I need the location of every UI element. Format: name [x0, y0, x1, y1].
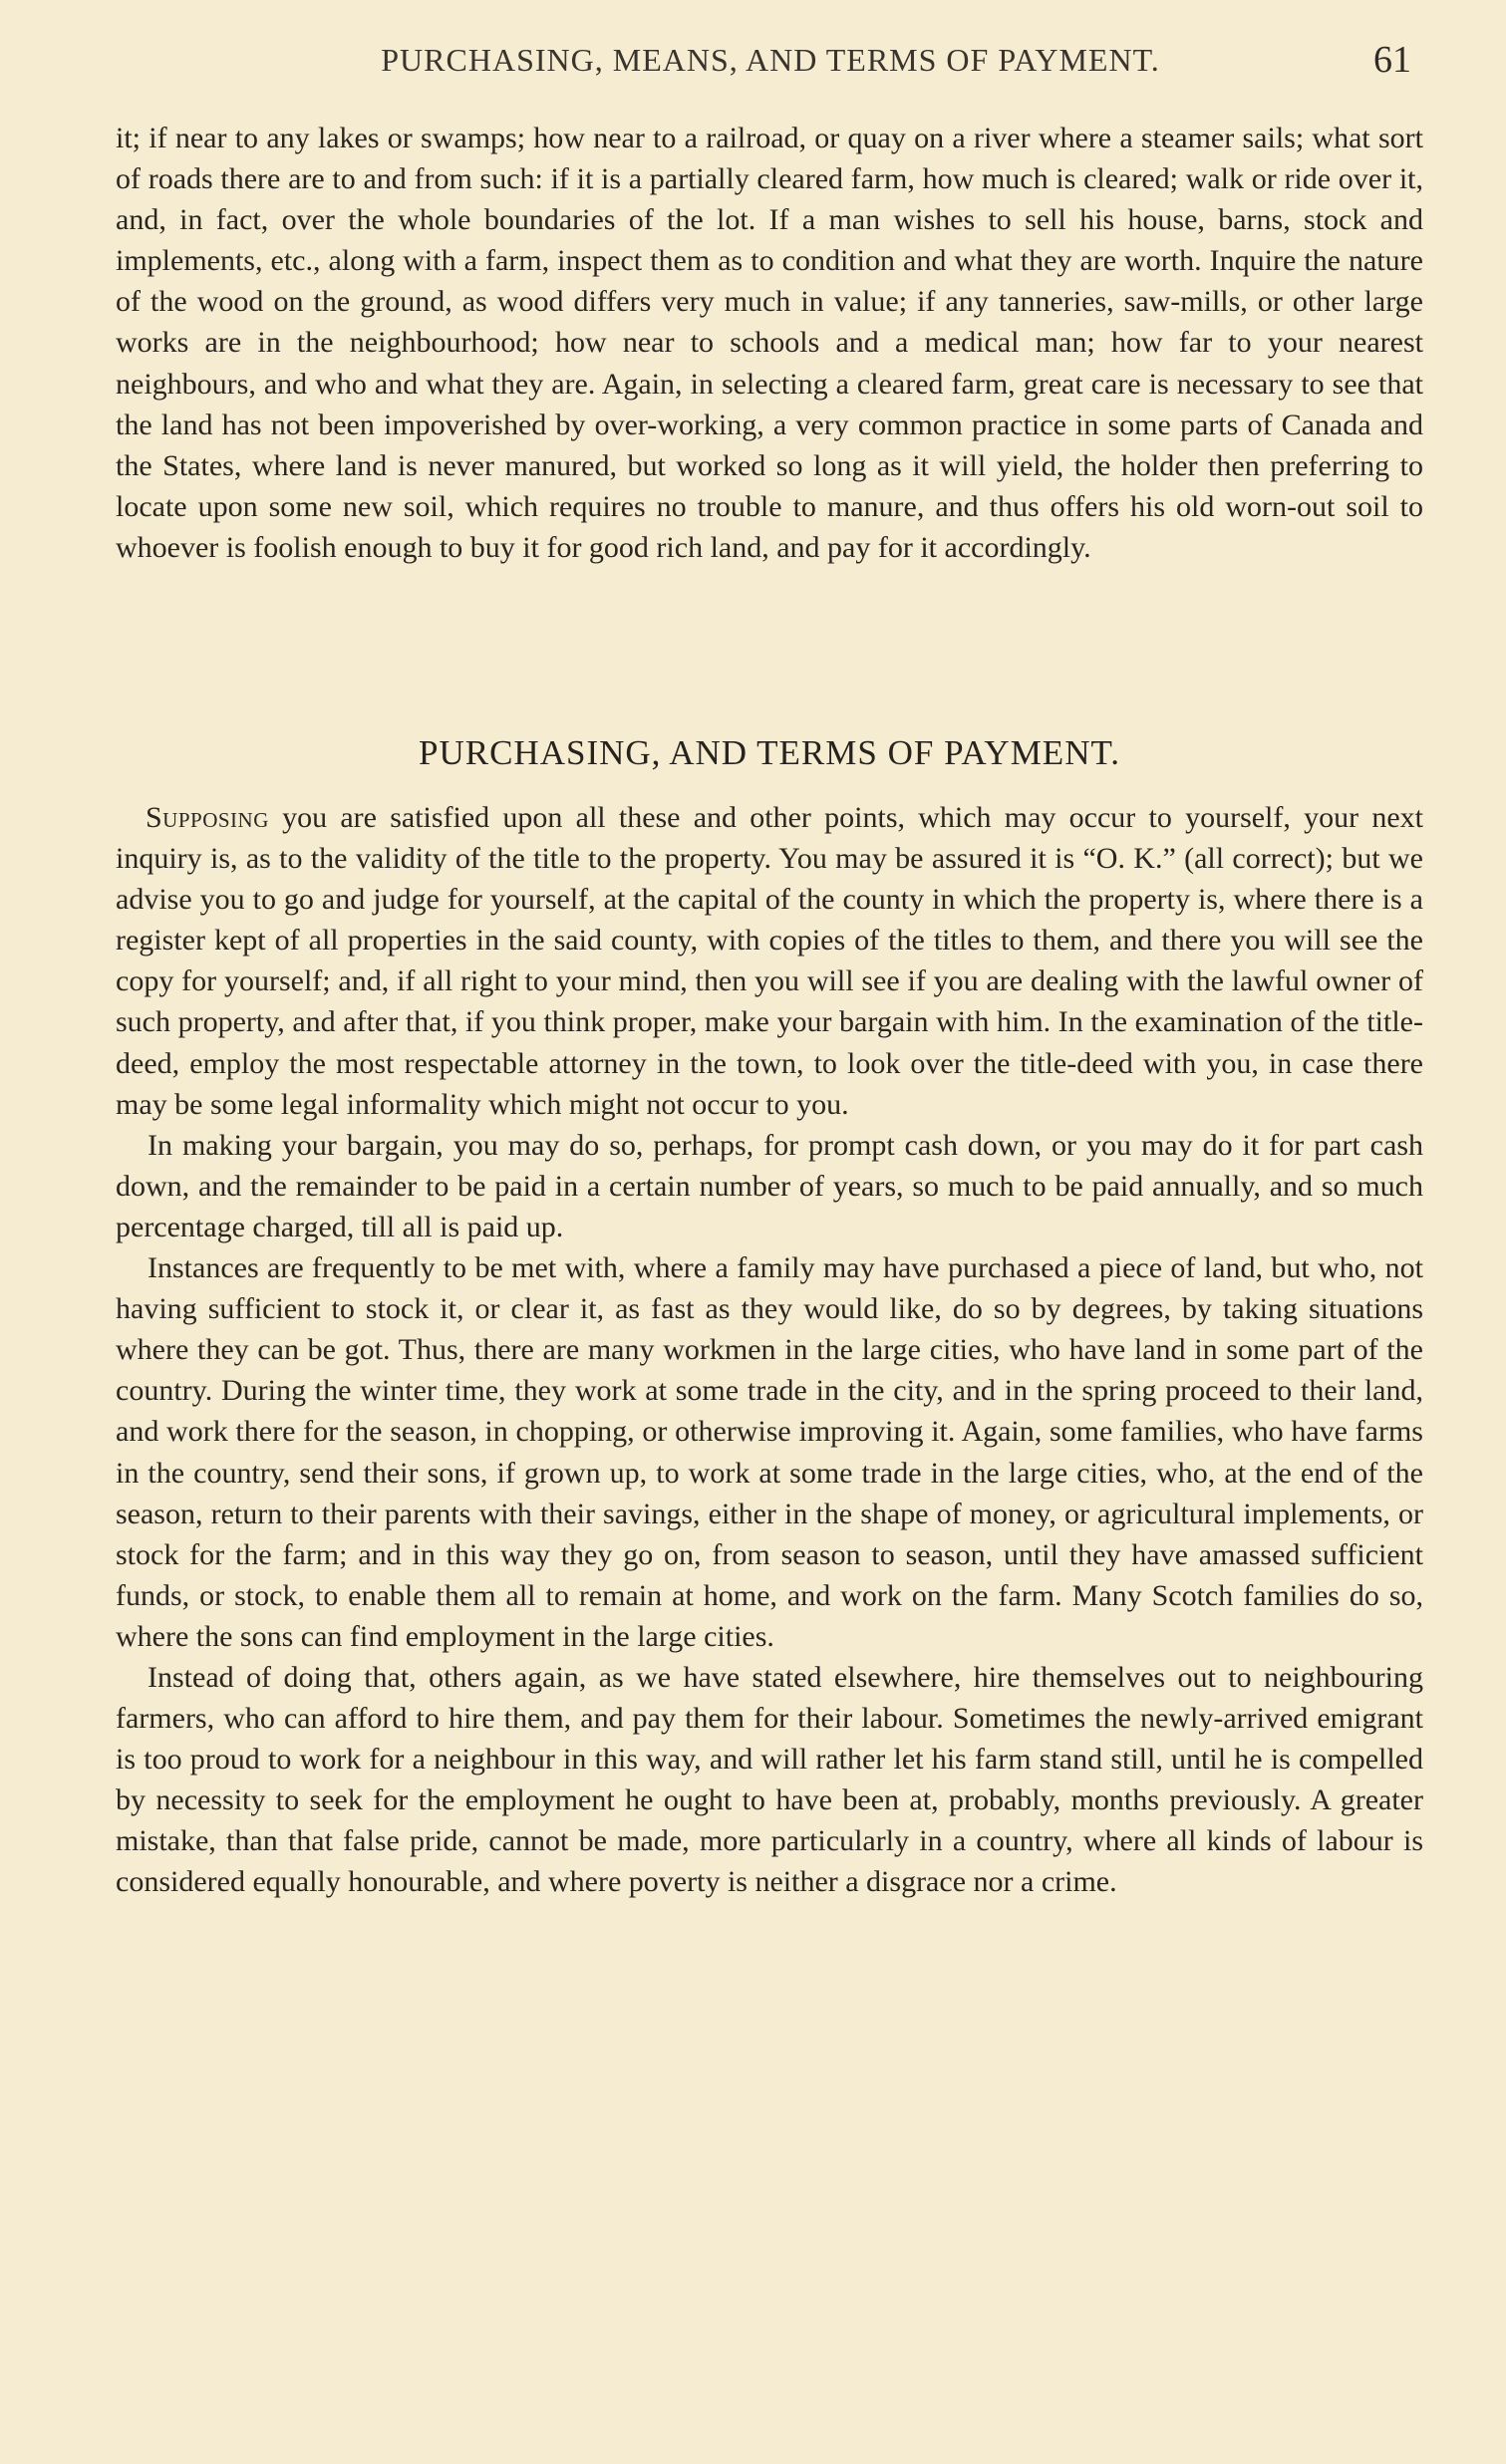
- page-number: 61: [1373, 39, 1411, 81]
- paragraph-1: [116, 797, 1423, 1125]
- lead-word: Supposing: [146, 801, 269, 834]
- section-body: [116, 797, 1423, 1903]
- running-header: PURCHASING, MEANS, AND TERMS OF PAYMENT.: [381, 42, 1160, 78]
- paragraph-2: In making your bargain, you may do so, perhaps, for prompt cash down, or you may do it for part cash down, and the remainder to be paid in a certain number of years, so much to be paid annually, and so much percentage charged, till all is paid up.: [116, 1128, 1423, 1243]
- paragraph-1-text: you are satisfied upon all these and other points, which may occur to yourself, your next inquiry is, as to the validity of the title to the property. You may be assured it is “O. K.” (all correct); but we advise you to go and judge for yourself, at the capital of the county in which the property is, where there is a register kept of all properties in the said county, with copies of the titles to them, and there you will see the copy for yourself; and, if all right to your mind, then you will see if you are dealing with the lawful owner of such property, and after that, if you think proper, make your bargain with him. In the examination of the title-deed, employ the most respectable attorney in the town, to look over the title-deed with you, in case there may be some legal informality which might not occur to you.: [116, 801, 1423, 1121]
- paragraph-4: Instead of doing that, others again, as we have stated elsewhere, hire themselves out to neighbouring farmers, who can afford to hire them, and pay them for their labour. Sometimes the newly-arrived emigrant is too proud to work for a neighbour in this way, and will rather let his farm stand still, until he is compelled by necessity to seek for the employment he ought to have been at, probably, months previously. A greater mistake, than that false pride, cannot be made, more particularly in a country, where all kinds of labour is considered equally honourable, and where poverty is neither a disgrace nor a crime.: [116, 1660, 1423, 1899]
- continued-text-block: [116, 118, 1423, 568]
- continued-paragraph: it; if near to any lakes or swamps; how near to a railroad, or quay on a river where a steamer sails; what sort of roads there are to and from such: if it is a partially cleared farm, how much is cleared; walk or ride over it, and, in fact, over the whole boundaries of the lot. If a man wishes to sell his house, barns, stock and implements, etc., along with a farm, inspect them as to condition and what they are worth. Inquire the nature of the wood on the ground, as wood differs very much in value; if any tanneries, saw-mills, or other large works are in the neighbourhood; how near to schools and a medical man; how far to your nearest neighbours, and who and what they are. Again, in selecting a cleared farm, great care is necessary to see that the land has not been impoverished by over-working, a very common practice in some parts of Canada and the States, where land is never manured, but worked so long as it will yield, the holder then preferring to locate upon some new soil, which requires no trouble to manure, and thus offers his old worn-out soil to whoever is foolish enough to buy it for good rich land, and pay for it accordingly.: [116, 122, 1423, 564]
- paragraph-3: Instances are frequently to be met with, where a family may have purchased a piece of land, but who, not having sufficient to stock it, or clear it, as fast as they would like, do so by degrees, by taking situations where they can be got. Thus, there are many workmen in the large cities, who have land in some part of the country. During the winter time, they work at some trade in the city, and in the spring proceed to their land, and work there for the season, in chopping, or otherwise improving it. Again, some families, who have farms in the country, send their sons, if grown up, to work at some trade in the large cities, who, at the end of the season, return to their parents with their savings, either in the shape of money, or agricultural implements, or stock for the farm; and in this way they go on, from season to season, until they have amassed sufficient funds, or stock, to enable them all to remain at home, and work on the farm. Many Scotch families do so, where the sons can find employment in the large cities.: [116, 1251, 1423, 1653]
- section-heading: PURCHASING, AND TERMS OF PAYMENT.: [419, 733, 1120, 772]
